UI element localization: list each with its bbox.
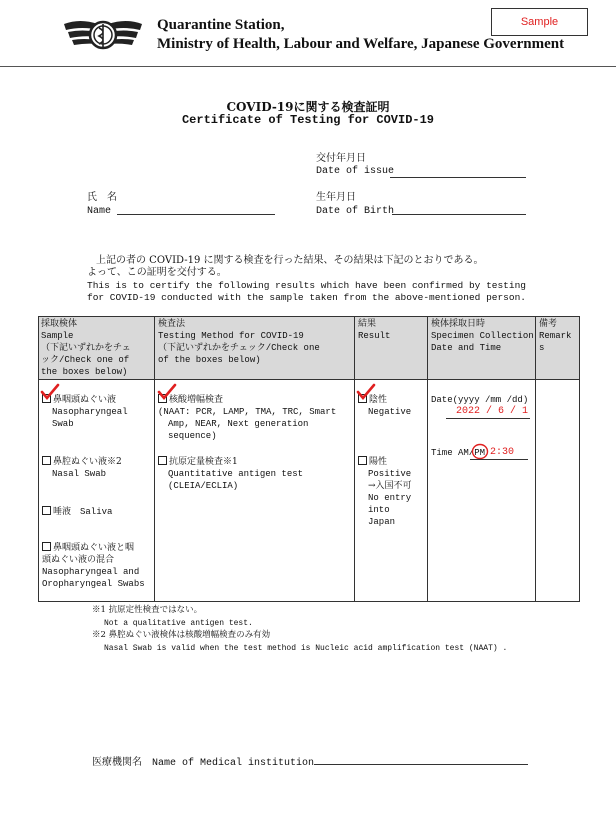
red-check-icon <box>157 383 177 401</box>
dob-field[interactable] <box>392 214 526 215</box>
header-result: 結果 Result <box>358 319 391 341</box>
ministry-name: Ministry of Health, Labour and Welfare, Japanese Government <box>157 36 565 52</box>
header-datetime: 検体採取日時 Specimen Collection Date and Time <box>431 319 534 353</box>
institution-field[interactable] <box>314 764 528 765</box>
statement-jp-line1: 上記の者の COVID-19 に関する検査を行った結果、その結果は下記のとおりである。 <box>96 255 484 266</box>
header-method: 検査法 Testing Method for COVID-19 （下記いずれかをチェック/Check one of the boxes below) <box>158 319 320 365</box>
date-value[interactable]: 2022 / 6 / 1 <box>456 406 529 417</box>
issue-date-field[interactable] <box>390 177 526 178</box>
checkbox[interactable] <box>358 456 367 465</box>
method-option-antigen[interactable]: 抗原定量検査※1 Quantitative antigen test (CLEIA/ECLIA) <box>158 456 352 492</box>
column-divider <box>535 316 536 602</box>
statement-jp-line2: よって、この証明を交付する。 <box>87 267 227 278</box>
time-underline <box>470 459 528 460</box>
sample-option-nasal[interactable]: 鼻腔ぬぐい液※2 Nasal Swab <box>42 456 122 480</box>
checkbox[interactable] <box>42 456 51 465</box>
red-check-icon <box>40 383 60 401</box>
name-label-en: Name <box>87 206 112 217</box>
note-2-en: Nasal Swab is valid when the test method is Nucleic acid amplification test (NAAT) . <box>104 644 508 653</box>
header-remarks: 備考 Remark s <box>539 319 572 353</box>
pm-circle-mark-icon <box>471 443 489 460</box>
result-option-positive[interactable]: 陽性 Positive →入国不可 No entry into Japan <box>358 456 412 528</box>
dob-label-jp: 生年月日 <box>316 192 356 203</box>
statement-en-line1: This is to certify the following results which have been confirmed by testing <box>87 280 526 291</box>
checkbox[interactable] <box>158 456 167 465</box>
column-divider <box>154 316 155 602</box>
issue-date-label-jp: 交付年月日 <box>316 153 366 164</box>
sample-badge: Sample <box>491 8 588 36</box>
name-label-jp: 氏 名 <box>87 192 117 203</box>
quarantine-emblem-icon <box>60 10 146 60</box>
table-header-divider <box>38 379 580 380</box>
issue-date-label-en: Date of issue <box>316 166 395 177</box>
statement-en-line2: for COVID-19 conducted with the sample taken from the above-mentioned person. <box>87 292 526 303</box>
checkbox[interactable] <box>42 506 51 515</box>
dob-label-en: Date of Birth <box>316 206 395 217</box>
title-japanese: COVID-19に関する検査証明 <box>226 100 390 114</box>
note-2-jp: ※2 鼻腔ぬぐい液検体は核酸増幅検査のみ有効 <box>92 630 271 640</box>
title-english: Certificate of Testing for COVID-19 <box>181 113 435 127</box>
note-1-en: Not a qualitative antigen test. <box>104 619 253 628</box>
date-underline <box>446 418 530 419</box>
checkbox[interactable] <box>42 542 51 551</box>
sample-option-nasopharyngeal[interactable]: 鼻咽頭ぬぐい液 Nasopharyngeal Swab <box>42 394 128 430</box>
result-option-negative[interactable]: 陰性 Negative <box>358 394 411 418</box>
header-sample: 採取検体 Sample （下記いずれかをチェ ック/Check one of the boxes below) <box>41 319 131 377</box>
name-field[interactable] <box>117 214 275 215</box>
time-value[interactable]: 2:30 <box>490 447 515 458</box>
red-check-icon <box>356 383 376 401</box>
date-label: Date(yyyy /mm /dd) <box>431 395 529 405</box>
header-divider <box>0 66 616 67</box>
time-label: Time AM/PM <box>431 448 486 458</box>
method-option-naat[interactable]: 核酸増幅検査 (NAAT: PCR, LAMP, TMA, TRC, Smart Amp, NEAR, Next generation sequence) <box>158 395 337 441</box>
sample-option-saliva[interactable]: 唾液 Saliva <box>42 506 112 518</box>
institution-label: 医療機関名 Name of Medical institution <box>92 758 315 769</box>
column-divider <box>427 316 428 602</box>
column-divider <box>354 316 355 602</box>
station-name: Quarantine Station, <box>157 17 285 33</box>
note-1-jp: ※1 抗原定性検査ではない。 <box>92 605 203 615</box>
sample-option-mixed[interactable]: 鼻咽頭ぬぐい液と咽 頭ぬぐい液の混合 Nasopharyngeal and Oropharyngeal Swabs <box>42 543 145 589</box>
